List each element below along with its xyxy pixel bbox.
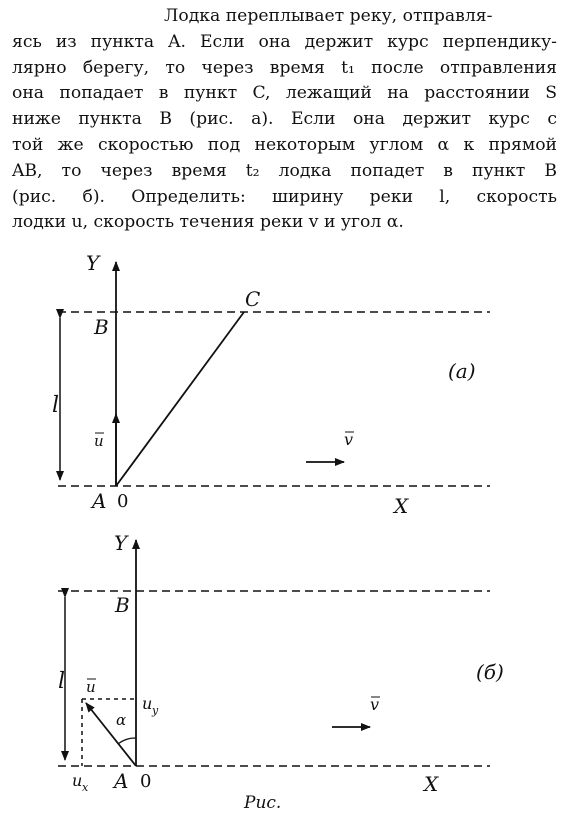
velocity-u-vector-b (86, 703, 136, 766)
panel-label-b: (б) (476, 660, 504, 684)
ux-label: u (72, 771, 83, 790)
origin-label-a: 0 (117, 491, 129, 512)
point-b-label-a: B (94, 315, 109, 339)
problem-line-1: Лодка переплывает реку, отправля- (164, 6, 493, 26)
ux-subscript: x (82, 781, 89, 794)
axis-y-label-a: Y (86, 251, 100, 275)
current-v-label-b: v (370, 695, 380, 714)
origin-label-b: 0 (140, 771, 152, 792)
point-a-label-b: A (114, 769, 129, 793)
problem-line-2: ясь из пункта A. Если она держит курс перпендику- (12, 31, 557, 52)
axis-x-label-a: X (394, 494, 409, 518)
axis-y-label-b: Y (114, 531, 128, 555)
velocity-u-label-a: u (94, 432, 104, 450)
line-ac (116, 312, 244, 486)
current-v-label-a: v (344, 430, 354, 449)
problem-line-6: той же скоростью под некоторым углом α к прямой (12, 134, 557, 155)
problem-line-7: AB, то через время t₂ лодка попадет в пункт B (12, 160, 557, 181)
width-label-a: l (52, 393, 60, 418)
uy-label: u (142, 694, 153, 713)
panel-label-a: (а) (448, 359, 476, 383)
point-a-label-a: A (92, 489, 107, 513)
problem-line-5: ниже пункта B (рис. а). Если она держит курс с (12, 109, 557, 130)
problem-line-4: она попадает в пункт C, лежащий на расстоянии S (12, 83, 557, 104)
velocity-u-label-b: u (86, 678, 96, 696)
angle-alpha-arc (118, 738, 136, 744)
point-b-label-b: B (115, 593, 130, 617)
width-label-b: l (58, 669, 66, 694)
point-c-label: C (245, 287, 261, 311)
problem-line-8: (рис. б). Определить: ширину реки l, скорость (12, 186, 557, 207)
problem-line-3: лярно берегу, то через время t₁ после отправления (12, 57, 557, 78)
figure-caption: Рис. (244, 793, 282, 813)
figure-a (52, 251, 490, 518)
axis-x-label-b: X (424, 772, 439, 796)
angle-alpha-label: α (116, 711, 127, 729)
problem-line-9: лодки u, скорость течения реки v и угол α. (12, 212, 404, 233)
uy-subscript: y (152, 704, 159, 717)
figure-b (58, 531, 504, 796)
